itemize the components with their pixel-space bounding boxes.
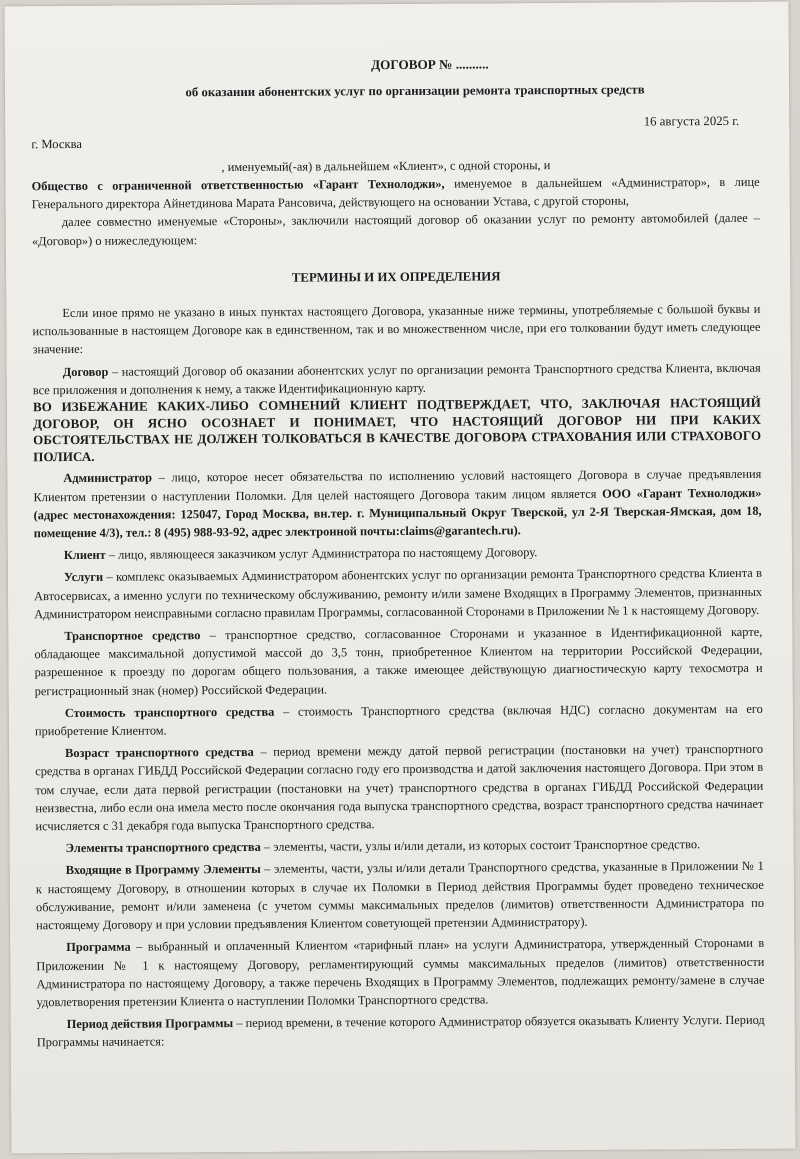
intro-paragraph: Если иное прямо не указано в иных пунктах настоящего Договора, указанные ниже термины, употребляемые с большой буквы и использованные в настоящем Договоре как в единственном, так и во множественном числе, при его толковании будут иметь следующее значение: <box>32 301 761 357</box>
term-administrator: Администратор – лицо, которое несет обязательства по исполнению условий настоящего Договора в случае предъявления Клиентом претензии о наступлении Поломки. Для целей настоящего Договора таким лицом является ООО «Гарант Технолоджи» (адрес местонахождения: 125047, Город Москва, вн.тер. г. Муниципальный Округ Тверской, ул 2-Я Тверская-Ямская, дом 18, помещение 4/3), тел.: 8 (495) 988-93-92, адрес электронной почты:claims@garantech.ru). <box>33 467 762 541</box>
term-program-period: Период действия Программы – период времени, в течение которого Администратор обязуется оказывать Клиенту Услуги. Период Программы начинается: <box>36 1012 765 1050</box>
parties-paragraph: далее совместно именуемые «Стороны», заключили настоящий договор об оказании услуг по ремонту автомобилей (далее – «Договор») о нижеследующем: <box>31 211 760 248</box>
term-vehicle: Транспортное средство – транспортное средство, согласованное Сторонами и указанное в Идентификационной карте, обладающее максимальной допустимой массой до 3,5 тонн, приобретенное Клиентом на территории Российской Федерации, разрешенное к проезду по дорогам общего пользования, а также имеющее действующую диагностическую карту техосмотра и регистрационный знак (номер) Российской Федерации. <box>34 624 763 698</box>
company-name: Общество с ограниченной ответственностью «Гарант Технолоджи», <box>31 176 445 194</box>
client-line: , именуемый(-ая) в дальнейшем «Клиент», с одной стороны, и <box>31 155 759 178</box>
company-paragraph: Общество с ограниченной ответственностью «Гарант Технолоджи», именуемое в дальнейшем «Администратор», в лице Генерального директора Айнетдинова Марата Рансовича, действующего на основании Устава, с другой стороны, <box>31 174 760 212</box>
warning-paragraph: ВО ИЗБЕЖАНИЕ КАКИХ-ЛИБО СОМНЕНИЙ КЛИЕНТ ПОДТВЕРЖДАЕТ, ЧТО, ЗАКЛЮЧАЯ НАСТОЯЩИЙ ДОГОВОР, ОН ЯСНО ОСОЗНАЕТ И ПОНИМАЕТ, ЧТО НАСТОЯЩИЙ ДОГОВОР НИ ПРИ КАКИХ ОБСТОЯТЕЛЬСТВАХ НЕ ДОЛЖЕН ТОЛКОВАТЬСЯ В КАЧЕСТВЕ ДОГОВОРА СТРАХОВАНИЯ ИЛИ СТРАХОВОГО ПОЛИСА. <box>32 394 762 465</box>
contract-subtitle: об оказании абонентских услуг по организации ремонта транспортных средств <box>185 82 645 100</box>
contract-city: г. Москва <box>31 136 83 151</box>
client-name-blank <box>32 171 222 172</box>
document-page <box>5 2 796 1154</box>
term-included-elements: Входящие в Программу Элементы – элементы, части, узлы и/или детали Транспортного средства, указанные в Приложении № 1 к настоящему Договору, в отношении которых в случае их Поломки в Период действия Программы будет проведено техническое обслуживание, ремонт и/или заменена (с учетом суммы максимальных пределов (лимитов) ответственности Администратора по настоящему Договору и при условии предъявления Клиентом советующей претензии Администратору). <box>35 859 765 933</box>
section-heading: ТЕРМИНЫ И ИХ ОПРЕДЕЛЕНИЯ <box>291 269 501 285</box>
contract-date: 16 августа 2025 г. <box>643 114 740 129</box>
administrator-address: ООО «Гарант Технолоджи» (адрес местонахождения: 125047, Город Москва, вн.тер. г. Муниципальный Округ Тверской, ул 2-Я Тверская-Ямская, дом 18, помещение 4/3), тел.: 8 (495) 988-93-92, адрес электронной почты:claims@garantech.ru). <box>33 485 762 541</box>
term-vehicle-cost: Стоимость транспортного средства – стоимость Транспортного средства (включая НДС) согласно документам на его приобретение Клиентом. <box>34 701 763 739</box>
term-client: Клиент – лицо, являющееся заказчиком услуг Администратора по настоящему Договору. <box>63 545 538 563</box>
term-services: Услуги – комплекс оказываемых Администратором абонентских услуг по организации ремонта Транспортного средства Клиента в Автосервисах, а именно услуги по техническому обслуживанию, ремонту и/или замене Входящих в Программу Элементов, признанных Администратором неисправными согласно правилам Программы, согласованной Сторонами в Приложении № 1 к настоящему Договору. <box>34 566 763 622</box>
term-vehicle-age: Возраст транспортного средства – период времени между датой первой регистрации (постановки на учет) транспортного средства в органах ГИБДД Российской Федерации согласно году его производства и датой заключения настоящего Договора. При этом в том случае, если дата первой регистрации (постановки на учет) транспортного средства в органах ГИБДД Российской Федерации неизвестна, либо если она имела место после окончания года выпуска транспортного средства, возраст транспортного средства начинает исчисляется с 31 декабря года выпуска Транспортного средства. <box>35 742 764 834</box>
document-body <box>31 54 765 1052</box>
term-program: Программа – выбранный и оплаченный Клиентом «тарифный план» на услуги Администратора, утвержденный Сторонами в Приложении № 1 к настоящему Договору, регламентирующий суммы максимальных пределов (лимитов) ответственности Администратора по настоящему Договору, а также перечень Входящих в Программу Элементов, подлежащих ремонту/замене в случае удовлетворения претензии Клиента о наступлении Поломки Транспортного средства. <box>36 936 765 1010</box>
term-elements: Элементы транспортного средства – элементы, части, узлы и/или детали, из которых состоит Транспортное средство. <box>65 837 701 856</box>
contract-title: ДОГОВОР № .......... <box>371 56 489 73</box>
term-dogovor: Договор – настоящий Договор об оказании абонентских услуг по организации ремонта Транспортного средства Клиента, включая все приложения и дополнения к нему, а также Идентификационную карту. <box>32 360 761 398</box>
